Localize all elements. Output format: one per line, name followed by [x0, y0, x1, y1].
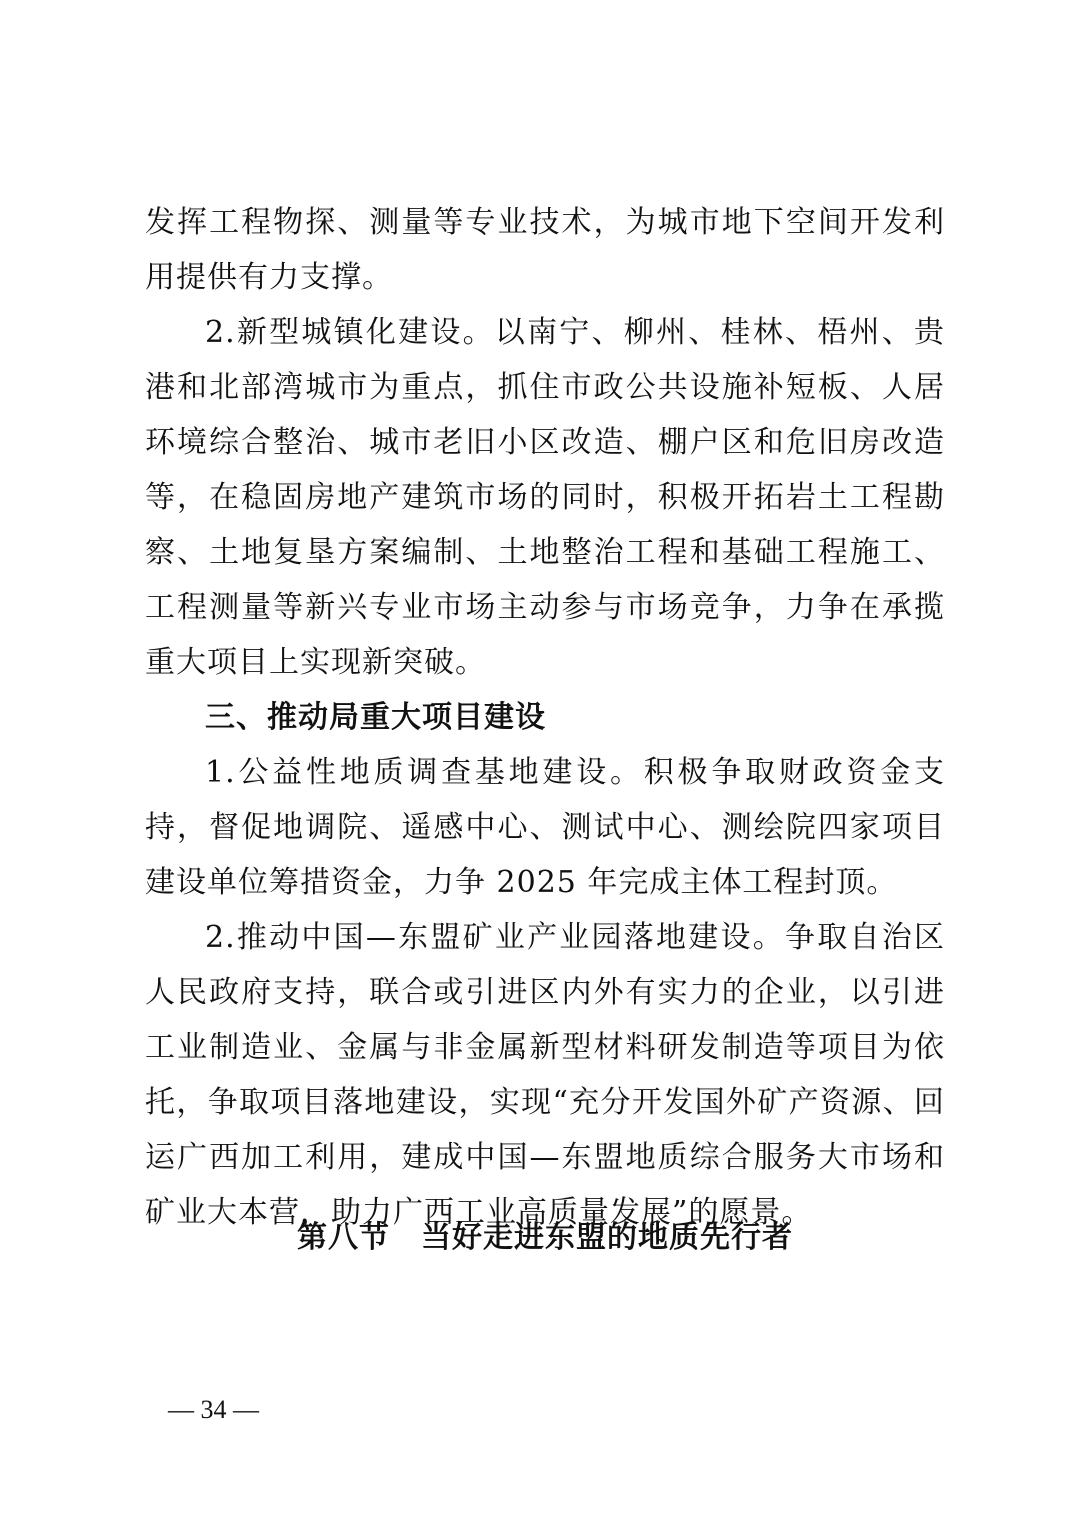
- paragraph-continuation: 发挥工程物探、测量等专业技术，为城市地下空间开发利用提供有力支撑。: [145, 205, 945, 295]
- paragraph-new-urbanization: 2.新型城镇化建设。以南宁、柳州、桂林、梧州、贵港和北部湾城市为重点，抓住市政公共设施补短板、人居环境综合整治、城市老旧小区改造、棚户区和危旧房改造等，在稳固房地产建筑市场的同时，积极开拓岩土工程勘察、土地复垦方案编制、土地整治工程和基础工程施工、工程测量等新兴专业市场主动参与市场竞争，力争在承揽重大项目上实现新突破。: [145, 315, 945, 680]
- paragraph-geological-survey-base: 1.公益性地质调查基地建设。积极争取财政资金支持，督促地调院、遥感中心、测试中心、测绘院四家项目建设单位筹措资金，力争 2025 年完成主体工程封顶。: [145, 755, 945, 900]
- heading-major-projects: 三、推动局重大项目建设: [205, 700, 546, 735]
- section-title: 第八节 当好走进东盟的地质先行者: [297, 1220, 793, 1255]
- paragraph-asean-mining-park: 2.推动中国—东盟矿业产业园落地建设。争取自治区人民政府支持，联合或引进区内外有实力的企业，以引进工业制造业、金属与非金属新型材料研发制造等项目为依托，争取项目落地建设，实现“充分开发国外矿产资源、回运广西加工利用，建成中国—东盟地质综合服务大市场和矿业大本营，助力广西工业高质量发展”的愿景。: [145, 920, 945, 1230]
- body-text: [145, 195, 945, 1240]
- page-number: — 34 —: [168, 1395, 259, 1424]
